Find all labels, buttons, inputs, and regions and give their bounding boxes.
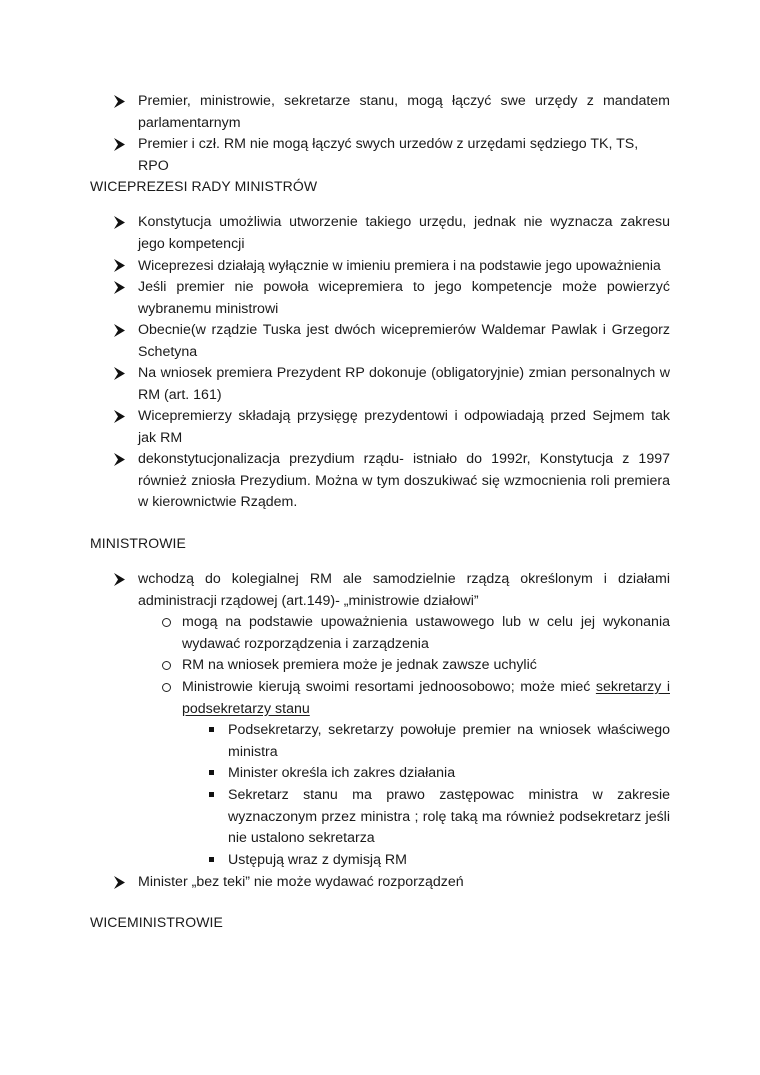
sub-sub-list-item-text: Podsekretarzy, sekretarzy powołuje premier na wniosek właściwego ministra	[228, 722, 670, 760]
list-item	[138, 569, 670, 612]
arrowhead-bullet-icon	[112, 320, 130, 341]
sub-list-item-text: RM na wniosek premiera może je jednak zawsze uchylić	[182, 657, 537, 673]
list-item	[138, 134, 670, 177]
circle-bullet-icon	[160, 655, 178, 676]
sub-sub-list-item-text: Ustępują wraz z dymisją RM	[228, 852, 407, 868]
arrowhead-bullet-icon	[112, 569, 130, 590]
arrowhead-bullet-icon	[112, 363, 130, 384]
arrowhead-bullet-icon	[112, 212, 130, 233]
list-item	[138, 277, 670, 320]
sub-list-item-lead: Ministrowie kierują swoimi resortami jednoosobowo; może mieć	[182, 679, 596, 695]
list-item	[138, 91, 670, 134]
arrowhead-bullet-icon	[112, 134, 130, 155]
sub-sub-list-item	[228, 850, 670, 872]
sub-list-item	[182, 655, 670, 677]
list-item	[138, 255, 672, 277]
sub-sub-list-item-text: Minister określa ich zakres działania	[228, 765, 456, 781]
sub-list-item-text: mogą na podstawie upoważnienia ustawowego lub w celu jej wykonania wydawać rozporządzenia i zarządzenia	[182, 614, 670, 652]
sub-list-item	[182, 677, 670, 720]
square-bullet-icon	[206, 785, 224, 806]
list-item-text: Premier, ministrowie, sekretarze stanu, mogą łączyć swe urzędy z mandatem parlamentarnym	[138, 93, 670, 131]
section-heading: WICEPREZESI RADY MINISTRÓW	[90, 178, 318, 194]
square-bullet-icon	[206, 720, 224, 741]
list-item-text: Obecnie(w rządzie Tuska jest dwóch wicepremierów Waldemar Pawlak i Grzegorz Schetyna	[138, 322, 670, 360]
sub-list-item-text	[182, 677, 670, 720]
circle-bullet-icon	[160, 612, 178, 633]
underlined-phrase: sekretarzy i podsekretarzy stanu	[182, 679, 670, 717]
section-heading: WICEMINISTROWIE	[90, 914, 223, 930]
section-heading: MINISTROWIE	[90, 535, 186, 551]
list-item	[138, 320, 670, 363]
list-item	[138, 363, 670, 406]
list-item-text: Wiceprezesi działają wyłącznie w imieniu premiera i na podstawie jego upoważnienia	[138, 257, 661, 273]
arrowhead-bullet-icon	[112, 255, 130, 276]
list-item-text: dekonstytucjonalizacja prezydium rządu- istniało do 1992r, Konstytucja z 1997 również zniosła Prezydium. Można w tym doszukiwać się wzmocnienia roli premiera w kierownictwie Rządem.	[138, 451, 670, 510]
list-item-text: Wicepremierzy składają przysięgę prezydentowi i odpowiadają przed Sejmem tak jak RM	[138, 408, 670, 446]
arrowhead-bullet-icon	[112, 406, 130, 427]
list-item-text: Jeśli premier nie powoła wicepremiera to jego kompetencje może powierzyć wybranemu ministrowi	[138, 279, 670, 317]
list-item	[138, 212, 670, 255]
square-bullet-icon	[206, 763, 224, 784]
list-item-text: Premier i czł. RM nie mogą łączyć swych urzedów z urzędami sędziego TK, TS, RPO	[138, 136, 639, 174]
sub-list-item	[182, 612, 670, 655]
arrowhead-bullet-icon	[112, 449, 130, 470]
sub-sub-list-item	[228, 785, 670, 850]
list-item-text: wchodzą do kolegialnej RM ale samodzielnie rządzą określonym i działami administracji rządowej (art.149)- „ministrowie działowi”	[138, 571, 670, 609]
list-item-text: Konstytucja umożliwia utworzenie takiego urzędu, jednak nie wyznacza zakresu jego kompetencji	[138, 214, 670, 252]
arrowhead-bullet-icon	[112, 277, 130, 298]
sub-sub-list-item-text: Sekretarz stanu ma prawo zastępowac ministra w zakresie wyznaczonym przez ministra ; rolę taką ma również podsekretarz jeśli nie ustalono sekretarza	[228, 787, 670, 846]
list-item-text: Na wniosek premiera Prezydent RP dokonuje (obligatoryjnie) zmian personalnych w RM (art. 161)	[138, 365, 670, 403]
circle-bullet-icon	[160, 677, 178, 698]
list-item	[138, 872, 670, 894]
sub-sub-list-item	[228, 763, 670, 785]
sub-sub-list-item	[228, 720, 670, 763]
arrowhead-bullet-icon	[112, 91, 130, 112]
list-item	[138, 449, 670, 514]
square-bullet-icon	[206, 850, 224, 871]
arrowhead-bullet-icon	[112, 872, 130, 893]
list-item	[138, 406, 670, 449]
list-item-text: Minister „bez teki” nie może wydawać rozporządzeń	[138, 874, 464, 890]
